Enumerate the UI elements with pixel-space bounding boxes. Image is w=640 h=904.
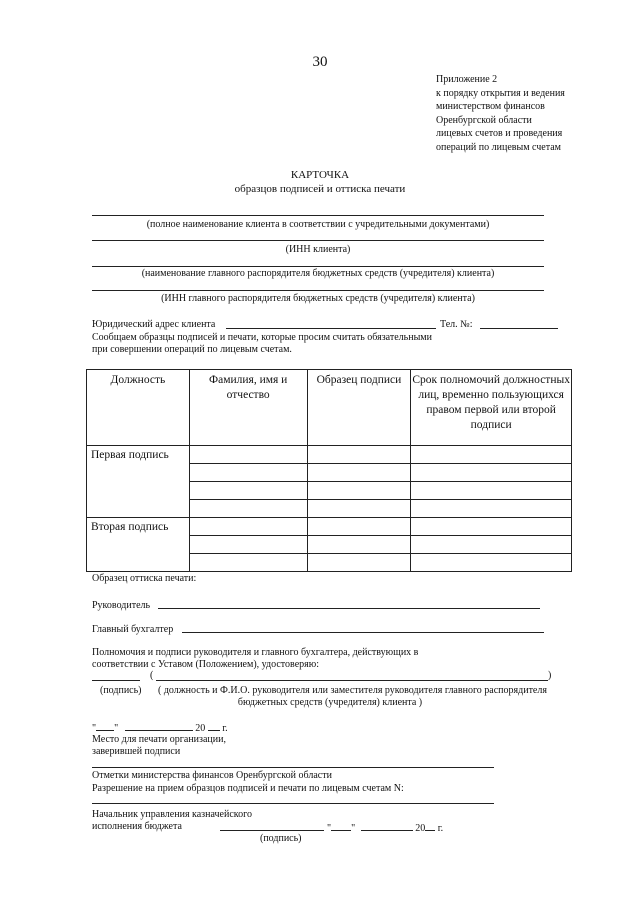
manager-name-caption: (наименование главного распорядителя бюджетных средств (учредителя) клиента) — [141, 268, 495, 279]
card-title — [0, 168, 640, 196]
table-cell[interactable] — [411, 464, 572, 482]
client-inn-caption: (ИНН клиента) — [285, 244, 351, 255]
permission-number-field[interactable] — [92, 803, 494, 804]
signature-caption: (подпись) — [100, 685, 142, 696]
table-cell[interactable] — [307, 500, 411, 518]
table-cell[interactable] — [411, 500, 572, 518]
bottom-signature-caption: (подпись) — [260, 833, 302, 844]
table-cell[interactable] — [307, 446, 411, 464]
bottom-year-field[interactable] — [425, 820, 435, 831]
year-prefix: 20 — [415, 823, 426, 834]
second-signature-label: Вторая подпись — [87, 518, 190, 572]
appendix-line: министерством финансов — [436, 101, 545, 113]
table-cell[interactable] — [189, 518, 307, 536]
appendix-line: Приложение 2 — [436, 74, 498, 85]
table-cell[interactable] — [307, 464, 411, 482]
open-paren: ( — [150, 670, 154, 681]
table-cell[interactable] — [307, 518, 411, 536]
intro-text-line: Сообщаем образцы подписей и печати, которые просим считать обязательными — [92, 332, 432, 343]
chief-accountant-field[interactable] — [182, 632, 544, 633]
table-cell[interactable] — [411, 554, 572, 572]
table-cell[interactable] — [411, 482, 572, 500]
chief-accountant-label: Главный бухгалтер — [92, 624, 174, 635]
table-row — [87, 446, 572, 464]
table-cell[interactable] — [411, 518, 572, 536]
quote-open: " — [327, 823, 332, 834]
ministry-notes: Отметки министерства финансов Оренбургской области — [92, 770, 332, 781]
header-signature-sample: Образец подписи — [307, 370, 411, 446]
year-suffix: г. — [437, 823, 444, 834]
year-prefix: 20 — [195, 723, 206, 734]
first-signature-label: Первая подпись — [87, 446, 190, 518]
certifier-signature-field[interactable] — [92, 680, 140, 681]
client-name-line[interactable] — [92, 215, 544, 216]
table-cell[interactable] — [189, 482, 307, 500]
header-authority-term: Срок полномочий должностных лиц, временно пользующихся правом первой или второй подписи — [411, 370, 572, 446]
bottom-date — [327, 820, 443, 835]
client-name-caption: (полное наименование клиента в соответствии с учредительными документами) — [146, 219, 490, 230]
head-title-line: исполнения бюджета — [92, 821, 182, 832]
signatures-table — [86, 369, 572, 572]
bottom-day-field[interactable] — [331, 820, 351, 831]
legal-address-label: Юридический адрес клиента — [92, 319, 216, 330]
title-main: КАРТОЧКА — [290, 169, 350, 181]
month-field[interactable] — [125, 720, 193, 731]
phone-label: Тел. №: — [440, 319, 473, 330]
close-paren: ) — [548, 670, 552, 681]
table-cell[interactable] — [189, 536, 307, 554]
certify-text-line: соответствии с Уставом (Положением), удостоверяю: — [92, 659, 319, 670]
table-header-row — [87, 370, 572, 446]
table-cell[interactable] — [307, 536, 411, 554]
appendix-line: лицевых счетов и проведения — [436, 128, 563, 140]
intro-text-line: при совершении операций по лицевым счетам. — [92, 344, 292, 355]
legal-address-field[interactable] — [226, 328, 436, 329]
stamp-place-line: Место для печати организации, — [92, 734, 226, 745]
table-cell[interactable] — [189, 554, 307, 572]
separator-line — [92, 767, 494, 768]
director-field[interactable] — [158, 608, 540, 609]
table-cell[interactable] — [411, 446, 572, 464]
appendix-note — [436, 73, 565, 155]
table-cell[interactable] — [189, 446, 307, 464]
position-caption: ( должность и Ф.И.О. руководителя или заместителя руководителя главного распорядителя — [158, 685, 547, 696]
head-signature-field[interactable] — [220, 830, 324, 831]
appendix-line: Оренбургской области — [436, 114, 532, 126]
appendix-line: к порядку открытия и ведения — [436, 87, 565, 99]
quote-close: " — [114, 723, 119, 734]
header-full-name: Фамилия, имя и отчество — [189, 370, 307, 446]
permission-text: Разрешение на прием образцов подписей и печати по лицевым счетам N: — [92, 783, 404, 794]
client-inn-line[interactable] — [92, 240, 544, 241]
page-number: 30 — [312, 54, 328, 70]
year-suffix: г. — [222, 723, 228, 734]
table-cell[interactable] — [411, 536, 572, 554]
head-title-line: Начальник управления казначейского — [92, 809, 252, 820]
appendix-line: операций по лицевым счетам — [436, 141, 561, 153]
manager-inn-caption: (ИНН главного распорядителя бюджетных средств (учредителя) клиента) — [161, 293, 475, 304]
quote-close: " — [351, 823, 356, 834]
year-field[interactable] — [208, 720, 220, 731]
certify-text-line: Полномочия и подписи руководителя и главного бухгалтера, действующих в — [92, 647, 419, 658]
manager-inn-line[interactable] — [92, 290, 544, 291]
quote-open: " — [92, 723, 97, 734]
certifier-position-field[interactable] — [156, 680, 548, 681]
stamp-place-line: заверившей подписи — [92, 746, 181, 757]
header-position: Должность — [87, 370, 190, 446]
position-caption-cont: бюджетных средств (учредителя) клиента ) — [237, 697, 423, 708]
title-sub: образцов подписей и оттиска печати — [234, 183, 406, 195]
director-label: Руководитель — [92, 600, 151, 611]
phone-field[interactable] — [480, 328, 558, 329]
day-field[interactable] — [96, 720, 114, 731]
table-cell[interactable] — [307, 482, 411, 500]
table-cell[interactable] — [189, 500, 307, 518]
manager-name-line[interactable] — [92, 266, 544, 267]
table-row — [87, 518, 572, 536]
bottom-month-field[interactable] — [361, 820, 413, 831]
table-cell[interactable] — [307, 554, 411, 572]
stamp-sample-label: Образец оттиска печати: — [92, 573, 197, 584]
table-cell[interactable] — [189, 464, 307, 482]
